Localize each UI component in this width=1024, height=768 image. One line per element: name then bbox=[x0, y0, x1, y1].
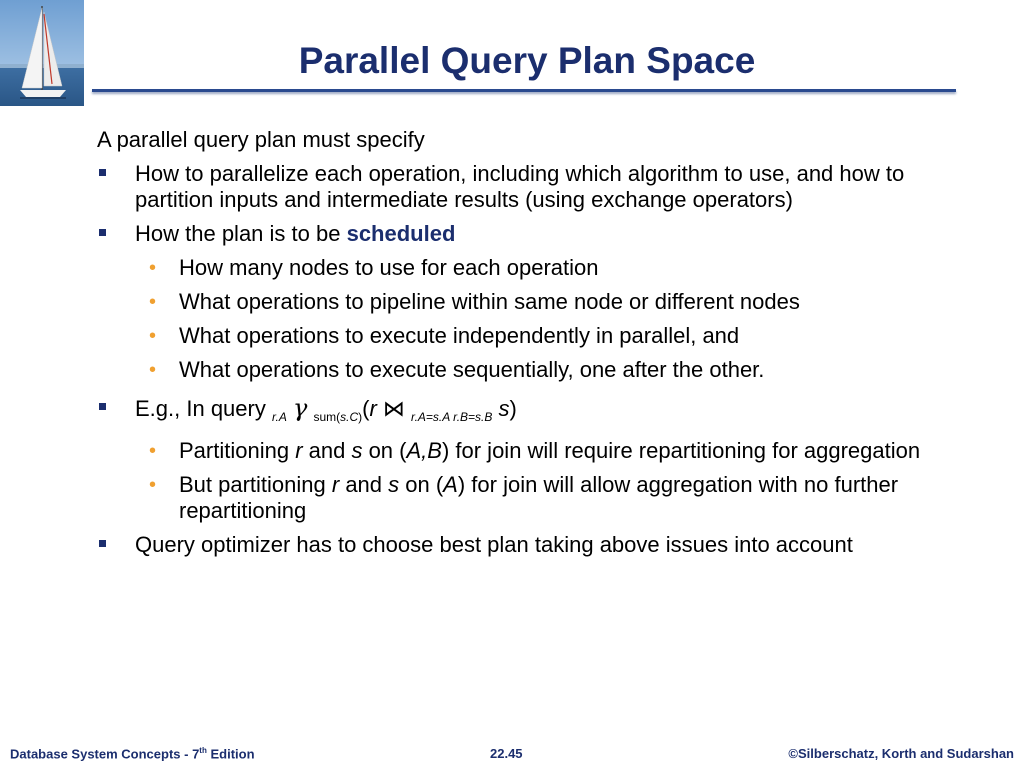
sub-bullet-partition-a bbox=[97, 472, 977, 524]
footer-slide-number: 22.45 bbox=[490, 746, 523, 761]
bullet-text: Query optimizer has to choose best plan taking above issues into account bbox=[135, 532, 853, 557]
sailboat-logo bbox=[0, 0, 84, 106]
aggregate-function: sum(s.C) bbox=[313, 410, 363, 424]
bullet-text: How to parallelize each operation, including which algorithm to use, and how to partition inputs and intermediate results (using exchange operators) bbox=[135, 161, 905, 212]
bullet-text: How the plan is to be bbox=[135, 221, 347, 246]
round-bullet-icon: • bbox=[149, 325, 157, 347]
footer-copyright: ©Silberschatz, Korth and Sudarshan bbox=[788, 746, 1014, 761]
relation-r: r bbox=[369, 396, 377, 421]
bullet-scheduled bbox=[97, 221, 977, 247]
bullet-parallelize bbox=[97, 161, 977, 213]
intro-text: A parallel query plan must specify bbox=[97, 127, 425, 152]
slide-title: Parallel Query Plan Space bbox=[298, 40, 756, 81]
title-underline bbox=[92, 89, 956, 92]
gamma-symbol: γ bbox=[292, 394, 308, 422]
bullet-example-query bbox=[97, 395, 977, 430]
sub-bullet-independent bbox=[97, 323, 977, 349]
square-bullet-icon bbox=[99, 403, 106, 410]
scheduled-keyword: scheduled bbox=[346, 221, 456, 246]
round-bullet-icon: • bbox=[149, 359, 157, 381]
bullet-optimizer bbox=[97, 532, 977, 558]
round-bullet-icon: • bbox=[149, 440, 157, 462]
sub-bullet-text: But partitioning r and s on (A) for join will allow aggregation with no further repartitioning bbox=[179, 472, 899, 523]
square-bullet-icon bbox=[99, 540, 106, 547]
sub-bullet-text: What operations to execute independently in parallel, and bbox=[179, 323, 740, 348]
join-symbol: ⋈ bbox=[382, 396, 405, 421]
relation-s: s bbox=[498, 396, 510, 421]
slide-content bbox=[97, 127, 977, 566]
close-paren: ) bbox=[509, 396, 517, 421]
sub-bullet-text: Partitioning r and s on (A,B) for join will require repartitioning for aggregation bbox=[179, 438, 921, 463]
square-bullet-icon bbox=[99, 169, 106, 176]
group-attribute: r.A bbox=[271, 410, 287, 424]
join-condition: r.A=s.A r.B=s.B bbox=[411, 410, 493, 424]
square-bullet-icon bbox=[99, 229, 106, 236]
sub-bullet-pipeline bbox=[97, 289, 977, 315]
open-paren: ( bbox=[362, 396, 370, 421]
footer-book-title: Database System Concepts - 7th Edition bbox=[10, 746, 255, 762]
sub-bullet-text: What operations to execute sequentially, one after the other. bbox=[179, 357, 765, 382]
round-bullet-icon: • bbox=[149, 291, 157, 313]
sub-bullet-text: What operations to pipeline within same node or different nodes bbox=[179, 289, 800, 314]
round-bullet-icon: • bbox=[149, 257, 157, 279]
round-bullet-icon: • bbox=[149, 474, 157, 496]
sub-bullet-nodes bbox=[97, 255, 977, 281]
example-lead: E.g., In query bbox=[135, 396, 272, 421]
sub-bullet-text: How many nodes to use for each operation bbox=[179, 255, 599, 280]
sub-bullet-sequential bbox=[97, 357, 977, 383]
sub-bullet-partition-ab bbox=[97, 438, 977, 464]
